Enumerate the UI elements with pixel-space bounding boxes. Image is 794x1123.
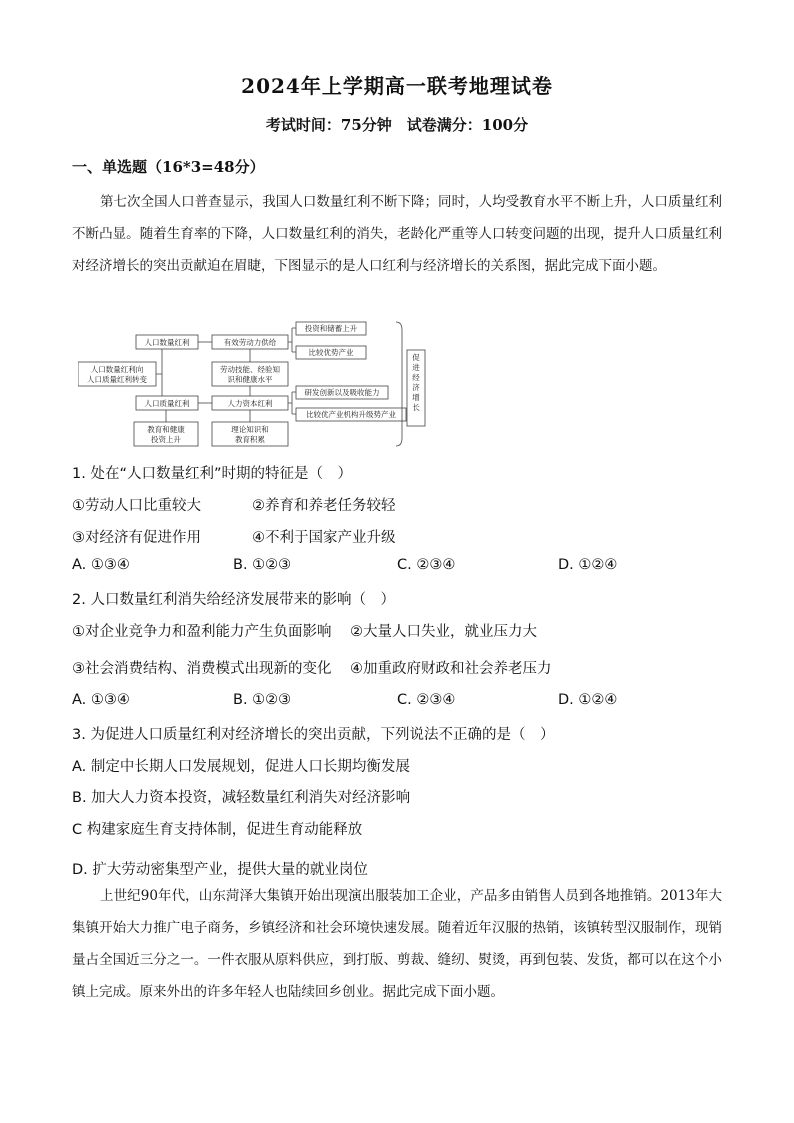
q2-choice-a[interactable]: A. ①③④ xyxy=(72,692,130,708)
section-heading: 一、单选题（16*3=48分） xyxy=(72,158,265,176)
node-root-line2: 人口质量红利转变 xyxy=(87,375,147,384)
node-growth-label: 促进经济增长 xyxy=(412,353,420,412)
exam-info: 考试时间：75分钟 试卷满分：100分 xyxy=(265,116,529,134)
q3-choice-d[interactable]: D. 扩大劳动密集型产业，提供大量的就业岗位 xyxy=(72,862,368,878)
page-title: 2024年上学期高一联考地理试卷 xyxy=(241,74,553,98)
q1-statement-4: ④不利于国家产业升级 xyxy=(252,530,396,546)
q1-statement-1: ①劳动人口比重较大 xyxy=(72,498,201,514)
node-upgrade-label: 比较优产业机构升级势产业 xyxy=(306,410,396,419)
q2-statement-3: ③社会消费结构、消费模式出现新的变化 xyxy=(72,661,332,677)
node-quantity-label: 人口数量红利 xyxy=(144,338,190,347)
node-skills-line2: 识和健康水平 xyxy=(227,375,273,384)
q2-choice-c[interactable]: C. ②③④ xyxy=(397,692,456,708)
node-human-capital-label: 人力资本红利 xyxy=(227,399,273,408)
node-research-label: 研发创新以及吸收能力 xyxy=(304,388,380,397)
labor-branch xyxy=(288,328,296,352)
q3-choice-c[interactable]: C 构建家庭生育支持体制，促进生育动能释放 xyxy=(72,822,363,838)
q2-stem: 2. 人口数量红利消失给经济发展带来的影响（ ） xyxy=(72,592,395,608)
q1-choice-a[interactable]: A. ①③④ xyxy=(72,557,130,573)
q1-choice-d[interactable]: D. ①②④ xyxy=(558,557,618,573)
q1-choice-b[interactable]: B. ①②③ xyxy=(233,557,292,573)
q1-statement-2: ②养育和养老任务较轻 xyxy=(252,498,396,514)
q2-statement-1: ①对企业竞争力和盈利能力产生负面影响 xyxy=(72,624,332,640)
node-edu-health-line1: 教育和健康 xyxy=(147,425,185,434)
q2-choice-b[interactable]: B. ①②③ xyxy=(233,692,292,708)
q3-choice-b[interactable]: B. 加大人力资本投资，减轻数量红利消失对经济影响 xyxy=(72,790,411,806)
node-quality-label: 人口质量红利 xyxy=(144,399,190,408)
q1-choice-c[interactable]: C. ②③④ xyxy=(397,557,456,573)
reading-passage-1: 第七次全国人口普查显示，我国人口数量红利不断下降；同时，人均受教育水平不断上升，人口质量红利不断凸显。随着生育率的下降，人口数量红利的消失，老龄化严重等人口转变问题的出现，提升人口质量红利对经济增长的突出贡献迫在眉睫，下图显示的是人口红利与经济增长的关系图，据此完成下面小题。 xyxy=(72,194,722,274)
q2-statement-2: ②大量人口失业，就业压力大 xyxy=(350,624,537,640)
q1-stem: 1. 处在“人口数量红利”时期的特征是（ ） xyxy=(72,466,352,482)
q3-choice-a[interactable]: A. 制定中长期人口发展规划，促进人口长期均衡发展 xyxy=(72,759,410,775)
node-root-line1: 人口数量红利向 xyxy=(90,365,144,374)
q2-choice-d[interactable]: D. ①②④ xyxy=(558,692,618,708)
q1-statement-3: ③对经济有促进作用 xyxy=(72,530,201,546)
growth-bracket xyxy=(396,322,402,446)
node-compare-label: 比较优势产业 xyxy=(308,348,354,357)
q3-stem: 3. 为促进人口质量红利对经济增长的突出贡献，下列说法不正确的是（ ） xyxy=(72,727,555,743)
node-theory-line2: 教育积累 xyxy=(235,435,265,444)
capital-branch xyxy=(288,392,296,414)
node-skills-line1: 劳动技能、经验知 xyxy=(220,365,280,374)
root-connector xyxy=(156,343,170,404)
node-invest-label: 投资和储蓄上升 xyxy=(304,324,358,333)
node-theory-line1: 理论知识和 xyxy=(231,425,269,434)
node-edu-health-line2: 投资上升 xyxy=(151,435,181,444)
population-dividend-diagram xyxy=(78,320,428,450)
q2-statement-4: ④加重政府财政和社会养老压力 xyxy=(350,661,552,677)
reading-passage-2: 上世纪90年代，山东菏泽大集镇开始出现演出服装加工企业，产品多由销售人员到各地推销。2013年大集镇开始大力推广电子商务，乡镇经济和社会环境快速发展。随着近年汉服的热销，该镇转型汉服制作，现销量占全国近三分之一。一件衣服从原料供应，到打版、剪裁、缝纫、熨烫，再到包装、发货，都可以在这个小镇上完成。原来外出的许多年轻人也陆续回乡创业。据此完成下面小题。 xyxy=(72,888,722,1000)
node-labor-supply-label: 有效劳动力供给 xyxy=(223,338,277,347)
